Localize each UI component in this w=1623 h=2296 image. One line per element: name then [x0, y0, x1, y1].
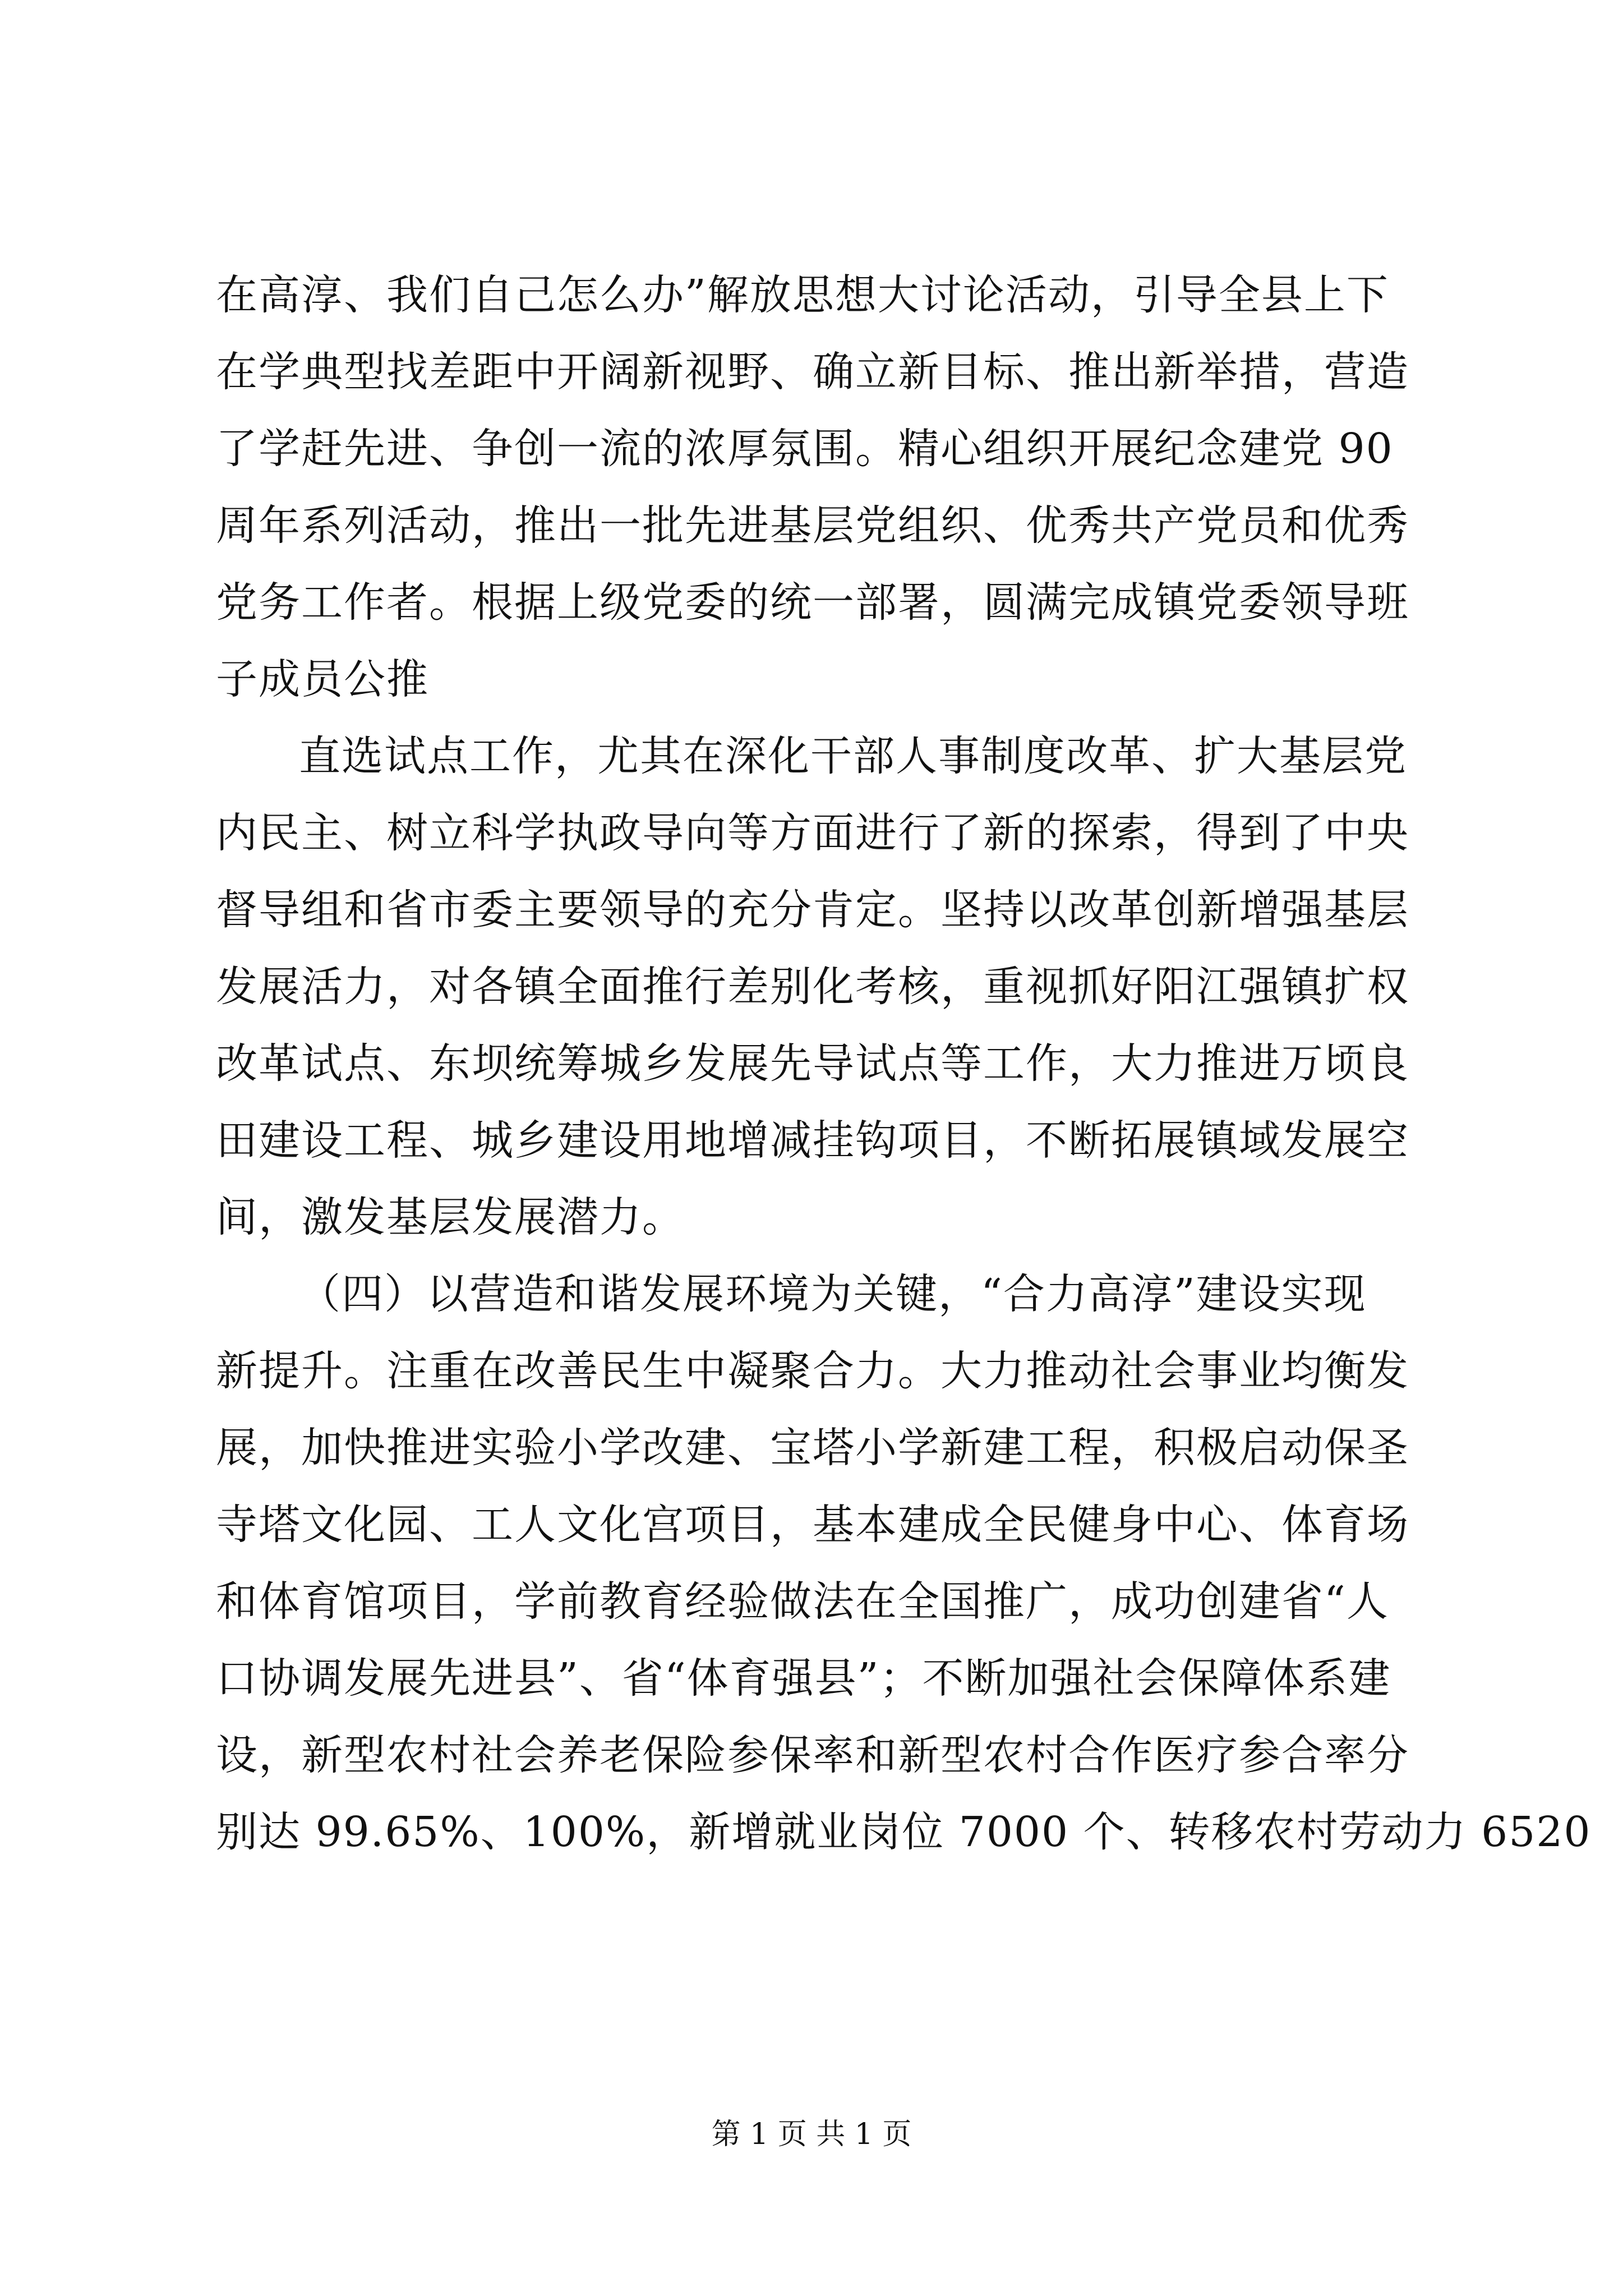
text-line: 新提升。注重在改善民生中凝聚合力。大力推动社会事业均衡发	[216, 1347, 1409, 1395]
text-line: 在高淳、我们自己怎么办”解放思想大讨论活动，引导全县上下	[216, 271, 1389, 319]
text-line: 党务工作者。根据上级党委的统一部署，圆满完成镇党委领导班	[216, 578, 1409, 627]
text-line: 寺塔文化园、工人文化宫项目，基本建成全民健身中心、体育场	[216, 1501, 1409, 1549]
text-line: （四）以营造和谐发展环境为关键，“合力高淳”建设实现	[299, 1270, 1367, 1318]
text-line: 子成员公推	[216, 655, 429, 703]
page-footer: 第 1 页 共 1 页	[711, 2118, 912, 2151]
text-line: 在学典型找差距中开阔新视野、确立新目标、推出新举措，营造	[216, 348, 1409, 396]
text-line: 内民主、树立科学执政导向等方面进行了新的探索，得到了中央	[216, 809, 1409, 857]
text-line: 田建设工程、城乡建设用地增减挂钩项目，不断拓展镇域发展空	[216, 1116, 1409, 1165]
text-line: 间，激发基层发展潜力。	[216, 1193, 685, 1241]
text-line: 别达 99.65%、100%，新增就业岗位 7000 个、转移农村劳动力 6520	[216, 1808, 1592, 1856]
text-line: 周年系列活动，推出一批先进基层党组织、优秀共产党员和优秀	[216, 501, 1409, 550]
text-line: 展，加快推进实验小学改建、宝塔小学新建工程，积极启动保圣	[216, 1424, 1409, 1472]
body-text	[216, 257, 1592, 1871]
text-line: 直选试点工作，尤其在深化干部人事制度改革、扩大基层党	[299, 732, 1407, 780]
text-line: 督导组和省市委主要领导的充分肯定。坚持以改革创新增强基层	[216, 886, 1409, 934]
text-line: 发展活力，对各镇全面推行差别化考核，重视抓好阳江强镇扩权	[216, 963, 1409, 1011]
text-line: 了学赶先进、争创一流的浓厚氛围。精心组织开展纪念建党 90	[216, 425, 1394, 473]
text-line: 改革试点、东坝统筹城乡发展先导试点等工作，大力推进万顷良	[216, 1039, 1409, 1088]
text-line: 设，新型农村社会养老保险参保率和新型农村合作医疗参合率分	[216, 1731, 1409, 1779]
text-line: 口协调发展先进县”、省“体育强县”；不断加强社会保障体系建	[216, 1654, 1391, 1703]
text-line: 和体育馆项目，学前教育经验做法在全国推广，成功创建省“人	[216, 1577, 1389, 1626]
